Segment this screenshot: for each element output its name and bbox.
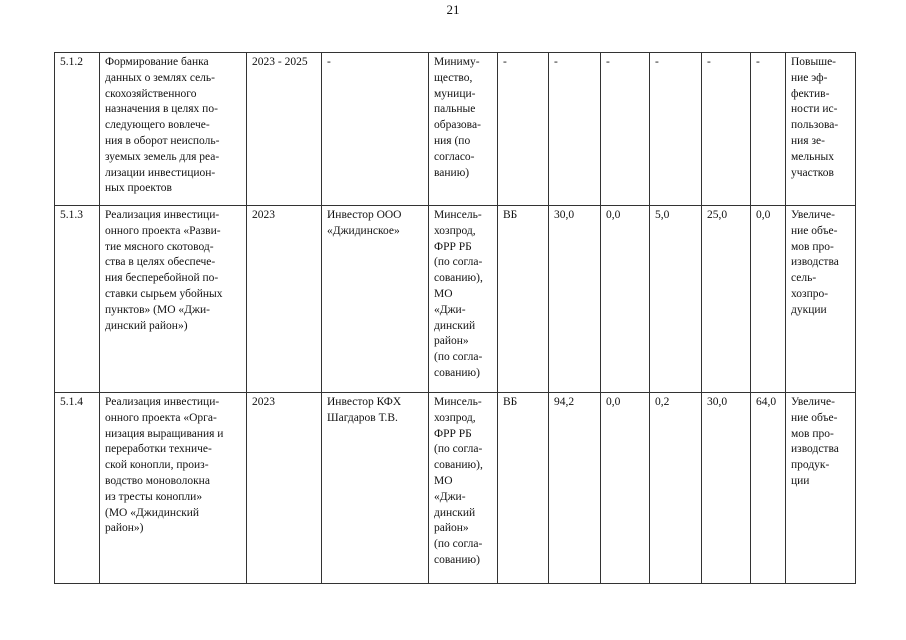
expected-result-line: Повыше- (791, 56, 837, 68)
activity-title-line: Реализация инвестици- (105, 396, 220, 408)
co-executors-cell (429, 206, 498, 393)
co-executors-line: согласо- (434, 150, 475, 163)
total-amount: 30,0 (554, 209, 575, 221)
activity-title-cell (100, 393, 247, 584)
co-executors-line: «Джи- (434, 303, 466, 316)
co-executors-line: Минсель- (434, 209, 482, 221)
period: 2023 (252, 396, 275, 408)
co-executors-line: сованию), (434, 272, 483, 285)
co-executors-line: динский (434, 319, 476, 332)
amount-year-2-cell (650, 53, 702, 206)
expected-result-line: мов про- (791, 427, 834, 440)
amount-year-2-cell (650, 206, 702, 393)
activity-title-line: (МО «Джидинский (105, 506, 200, 519)
amount-year-3: 30,0 (707, 396, 728, 408)
funding-source: - (503, 56, 507, 68)
row-number-cell (55, 206, 100, 393)
funding-source-cell (498, 206, 549, 393)
funding-source: ВБ (503, 396, 518, 408)
amount-year-4-cell (751, 53, 786, 206)
amount-year-3: - (707, 56, 711, 68)
total-amount-cell (549, 53, 601, 206)
funding-source-cell (498, 393, 549, 584)
co-executors-line: сованию) (434, 553, 480, 566)
activity-title-line: переработки техниче- (105, 443, 212, 456)
executor-line: «Джидинское» (327, 224, 400, 237)
expected-result-line: пользова- (791, 119, 839, 132)
activity-title-line: назначения в целях по- (105, 103, 218, 116)
amount-year-1: - (606, 56, 610, 68)
co-executors-line: ФРР РБ (434, 427, 472, 440)
co-executors-line: ФРР РБ (434, 240, 472, 253)
activity-title-line: ния бесперебойной по- (105, 272, 219, 285)
amount-year-3-cell (702, 206, 751, 393)
co-executors-line: щество, (434, 71, 473, 84)
expected-result-line: Увеличе- (791, 396, 835, 408)
executor-line: Инвестор ООО (327, 209, 402, 221)
total-amount: 94,2 (554, 396, 575, 408)
period: 2023 (252, 209, 275, 221)
funding-source: ВБ (503, 209, 518, 221)
expected-result-line: дукции (791, 303, 827, 316)
amount-year-4: 0,0 (756, 209, 771, 221)
amount-year-3-cell (702, 393, 751, 584)
table-body (55, 53, 856, 584)
co-executors-line: Минсель- (434, 396, 482, 408)
amount-year-3-cell (702, 53, 751, 206)
row-number: 5.1.4 (60, 396, 83, 408)
expected-result-line: ние объе- (791, 224, 838, 237)
co-executors-line: (по согла- (434, 443, 483, 456)
co-executors-line: МО (434, 287, 453, 300)
amount-year-2-cell (650, 393, 702, 584)
co-executors-line: район» (434, 335, 469, 348)
expected-result-line: изводства (791, 256, 839, 269)
activity-title-line: водство моноволокна (105, 474, 210, 487)
co-executors-line: муници- (434, 87, 476, 100)
amount-year-1: 0,0 (606, 209, 621, 221)
expected-result-line: сель- (791, 272, 817, 285)
row-number-cell (55, 53, 100, 206)
co-executors-line: район» (434, 522, 469, 535)
amount-year-4: 64,0 (756, 396, 777, 408)
activity-title-line: из тресты конопли» (105, 490, 203, 503)
co-executors-line: (по согла- (434, 538, 483, 551)
expected-result-line: продук- (791, 459, 830, 472)
co-executors-line: сованию) (434, 366, 480, 379)
period: 2023 - 2025 (252, 56, 308, 68)
program-activities-table (54, 52, 856, 584)
total-amount-cell (549, 206, 601, 393)
period-cell (247, 393, 322, 584)
co-executors-line: (по согла- (434, 256, 483, 269)
expected-result-cell (786, 206, 856, 393)
amount-year-1-cell (601, 53, 650, 206)
amount-year-1: 0,0 (606, 396, 621, 408)
activity-title-cell (100, 53, 247, 206)
table-row (55, 393, 856, 584)
amount-year-4-cell (751, 393, 786, 584)
amount-year-2: 5,0 (655, 209, 670, 221)
activity-title-line: Реализация инвестици- (105, 209, 220, 221)
activity-title-line: онного проекта «Разви- (105, 224, 221, 237)
amount-year-4-cell (751, 206, 786, 393)
co-executors-line: МО (434, 474, 453, 487)
co-executors-line: хозпрод, (434, 411, 476, 424)
expected-result-cell (786, 393, 856, 584)
row-number-cell (55, 393, 100, 584)
expected-result-line: участков (791, 166, 834, 179)
expected-result-line: ния зе- (791, 134, 825, 147)
expected-result-line: мельных (791, 150, 834, 163)
amount-year-2: - (655, 56, 659, 68)
expected-result-line: хозпро- (791, 287, 829, 300)
expected-result-line: Увеличе- (791, 209, 835, 221)
co-executors-line: ния (по (434, 134, 471, 147)
expected-result-line: ние эф- (791, 71, 828, 84)
activity-title-line: ства в целях обеспече- (105, 256, 216, 269)
page-number: 21 (446, 2, 460, 17)
total-amount-cell (549, 393, 601, 584)
period-cell (247, 53, 322, 206)
row-number: 5.1.2 (60, 56, 83, 68)
expected-result-cell (786, 53, 856, 206)
total-amount: - (554, 56, 558, 68)
activity-title-line: скохозяйственного (105, 87, 197, 100)
row-number: 5.1.3 (60, 209, 83, 221)
funding-source-cell (498, 53, 549, 206)
co-executors-line: пальные (434, 103, 476, 116)
executor-line: - (327, 56, 331, 68)
activity-title-line: тие мясного скотовод- (105, 240, 214, 253)
expected-result-line: ции (791, 474, 810, 487)
co-executors-line: хозпрод, (434, 224, 476, 237)
executor-line: Шагдаров Т.В. (327, 411, 398, 424)
co-executors-line: ванию) (434, 166, 470, 179)
activity-title-line: район») (105, 522, 144, 535)
activity-title-line: ской конопли, произ- (105, 459, 209, 472)
activity-title-line: пунктов» (МО «Джи- (105, 303, 210, 316)
activity-title-cell (100, 206, 247, 393)
co-executors-line: (по согла- (434, 351, 483, 364)
expected-result-line: ние объе- (791, 411, 838, 424)
table-row (55, 206, 856, 393)
activity-title-line: данных о землях сель- (105, 71, 215, 84)
activity-title-line: динский район») (105, 319, 188, 332)
co-executors-cell (429, 393, 498, 584)
expected-result-line: ности ис- (791, 103, 838, 116)
amount-year-1-cell (601, 393, 650, 584)
activity-title-line: Формирование банка (105, 56, 209, 68)
amount-year-4: - (756, 56, 760, 68)
co-executors-line: образова- (434, 119, 481, 132)
co-executors-line: Миниму- (434, 56, 480, 68)
activity-title-line: онного проекта «Орга- (105, 411, 217, 424)
expected-result-line: мов про- (791, 240, 834, 253)
activity-title-line: зуемых земель для реа- (105, 150, 220, 163)
amount-year-1-cell (601, 206, 650, 393)
expected-result-line: изводства (791, 443, 839, 456)
table-row (55, 53, 856, 206)
co-executors-cell (429, 53, 498, 206)
executor-cell (322, 206, 429, 393)
executor-line: Инвестор КФХ (327, 396, 402, 408)
co-executors-line: сованию), (434, 459, 483, 472)
amount-year-3: 25,0 (707, 209, 728, 221)
expected-result-line: фектив- (791, 87, 830, 100)
co-executors-line: «Джи- (434, 490, 466, 503)
period-cell (247, 206, 322, 393)
activity-title-line: лизации инвестицион- (105, 166, 216, 179)
executor-cell (322, 393, 429, 584)
amount-year-2: 0,2 (655, 396, 670, 408)
activity-title-line: ния в оборот неисполь- (105, 134, 220, 147)
co-executors-line: динский (434, 506, 476, 519)
activity-title-line: следующего вовлече- (105, 119, 210, 132)
activity-title-line: ных проектов (105, 182, 172, 195)
activity-title-line: низация выращивания и (105, 427, 224, 440)
activity-title-line: ставки сырьем убойных (105, 287, 223, 300)
executor-cell (322, 53, 429, 206)
